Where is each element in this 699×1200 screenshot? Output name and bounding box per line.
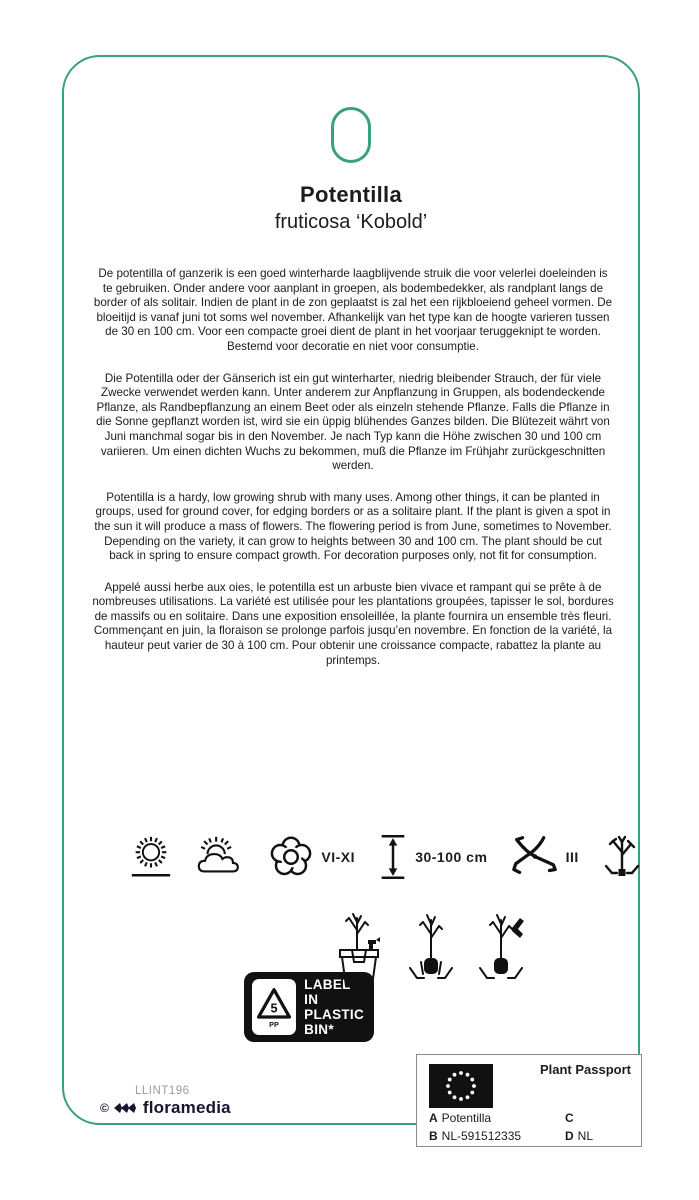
soak-in-bucket-icon (330, 910, 388, 990)
description-german: Die Potentilla oder der Gänserich ist ein gut winterharter, niedrig bleibender Strauch, der für viele Zwecke verwendet werden kann. Unter anderem zur Anpflanzung in Gruppen, als bodendeckende Pflanze, als Randbepflanzung an einem Beet oder als einzeln stehende Pflanze. Falls die Pflanze in die Sonne gepflanzt worden ist, wird sie ein üppig blühendes Ganzes bilden. Die Blütezeit währt von Juni manchmal sogar bis in den November. Je nach Typ kann die Höhe zwischen 30 und 100 cm variieren. Um einen dichten Wuchs zu bekommen, muß die Pflanze im Frühjahr zurückgeschnitten werden. (96, 371, 610, 473)
description-column (92, 267, 614, 685)
passport-d-value: NL (577, 1129, 594, 1143)
full-sun-icon (128, 832, 174, 882)
flowering-months-label: VI-XI (321, 849, 355, 865)
planting-steps-icons (330, 910, 532, 990)
recycle-line-1: LABEL IN (304, 977, 351, 1007)
flowering-period-group (266, 832, 355, 882)
passport-a-label: A (429, 1111, 438, 1125)
eu-flag-icon (429, 1064, 493, 1108)
rootball-in-hole-icon (402, 910, 460, 990)
description-dutch: De potentilla of ganzerik is een goed winterharde laagblijvende struik die voor velerlei doeleinden is te gebruiken. Onder andere voor aanplant in groepen, als bodembedekker, als randplant langs de border of als solitair. Indien de plant in de zon geplaatst is zal het een rijkbloeiend geheel vormen. De bloeitijd is vanaf juni tot soms wel november. Afhankelijk van het type kan de hoogte varieren tussen de 30 en 100 cm. Voor een compacte groei dient de plant in het voorjaar teruggeknipt te worden. Bestemd voor decoratie en niet voor consumptie. (93, 267, 613, 353)
passport-title: Plant Passport (539, 1062, 631, 1077)
plant-variety-subtitle: fruticosa ‘Kobold’ (274, 211, 428, 233)
copyright-mark: © (100, 1101, 109, 1115)
pruning-group (509, 833, 579, 881)
partial-shade-icon (195, 832, 245, 882)
passport-a-value: Potentilla (441, 1111, 492, 1125)
passport-field-d (565, 1129, 593, 1143)
description-french: Appelé aussi herbe aux oies, le potentilla est un arbuste bien vivace et rampant qui se prête à de nombreuses utilisations. La variété est utilisée pour les plantations groupées, tapisser le sol, bordures de massifs ou en solitaire. Dans une exposition ensoleillée, la plante fournira un ensemble très fleuri. Commençant en juin, la floraison se prolonge parfois jusqu’en novembre. En fonction de la variété, la hauteur peut varier de 30 à 100 cm. Pour obtenir une croissance compacte, rabattez la plante au printemps. (92, 580, 614, 667)
passport-b-value: NL-591512335 (441, 1129, 522, 1143)
floramedia-logo (100, 1098, 231, 1118)
passport-b-label: B (429, 1129, 438, 1143)
passport-field-c (565, 1111, 578, 1125)
print-code: LLINT196 (135, 1085, 190, 1097)
passport-field-a (429, 1111, 491, 1125)
recycle-line-2: PLASTIC (304, 1007, 365, 1022)
height-arrow-icon (376, 831, 410, 883)
brand-name: floramedia (142, 1098, 231, 1117)
passport-d-label: D (565, 1129, 574, 1143)
care-icons-row (128, 825, 644, 889)
tap-glyph (368, 937, 380, 951)
recycle-line-3: BIN* (304, 1022, 334, 1037)
recycling-symbol-panel (252, 979, 296, 1035)
plant-passport-box (416, 1054, 642, 1147)
hang-hole (331, 107, 371, 163)
svg-text:5: 5 (270, 1000, 278, 1016)
height-group (376, 831, 487, 883)
flower-icon (266, 832, 316, 882)
svg-text:PP: PP (269, 1020, 279, 1029)
plant-genus-title: Potentilla (299, 182, 402, 207)
planting-icon (600, 832, 644, 882)
description-english: Potentilla is a hardy, low growing shrub with many uses. Among other things, it can be planted in groups, used for ground cover, for edging borders or as a solitaire plant. If the plant is given a spot in the sun it will produce a mass of flowers. The flowering period is from June, sometimes to November. Depending on the variety, it can grow to heights between 30 and 100 cm. The plant should be cut back in spring to ensure compact growth. For decoration purposes only, not fit for consumption. (94, 490, 612, 563)
passport-field-b (429, 1129, 521, 1143)
title-block (64, 182, 638, 234)
pruning-months-label: III (565, 849, 579, 865)
plant-and-cut-icon (474, 910, 532, 990)
pruning-shears-icon (509, 833, 561, 881)
plant-label-card (62, 55, 640, 1143)
height-range-label: 30-100 cm (415, 849, 488, 865)
recycling-triangle-icon (254, 985, 294, 1029)
shears-glyph (512, 918, 524, 938)
passport-c-label: C (565, 1111, 574, 1125)
floramedia-leaf-icon (113, 1100, 139, 1116)
